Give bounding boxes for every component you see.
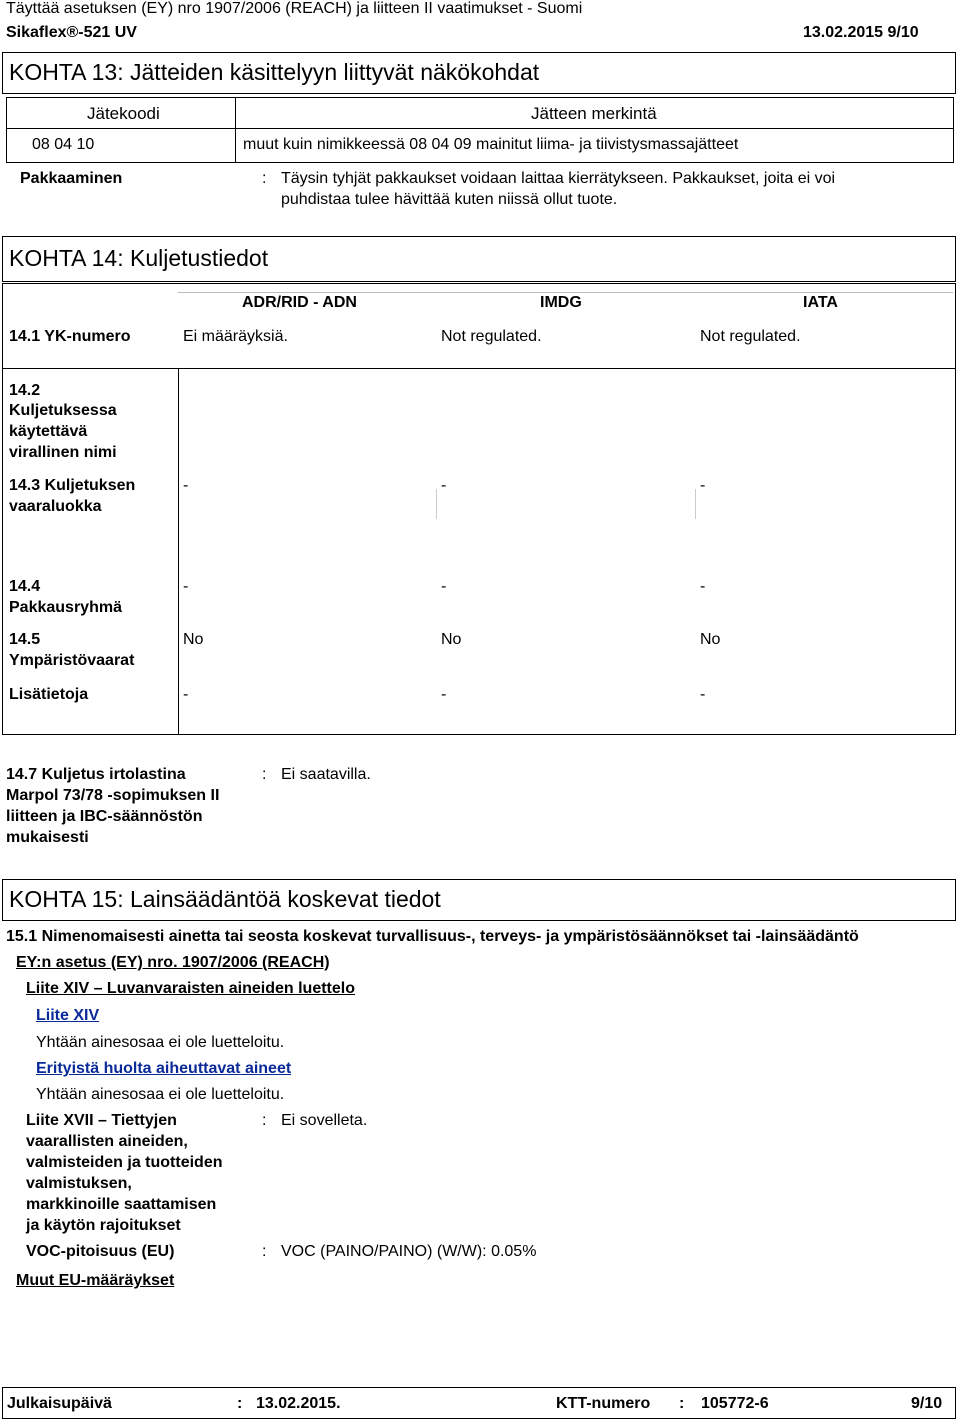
annex-14-heading: Liite XIV – Luvanvaraisten aineiden luettelo [26, 980, 355, 997]
bulk-label-4: mukaisesti [6, 829, 89, 846]
annex-17-label-4: valmistuksen, [26, 1175, 132, 1192]
bulk-label-1: 14.7 Kuljetus irtolastina [6, 766, 186, 783]
environment-label-1: 14.5 [9, 631, 41, 648]
bulk-value: Ei saatavilla. [281, 766, 371, 783]
footer [2, 1387, 956, 1419]
env-iata: No [700, 631, 721, 648]
extra-adr: - [183, 686, 189, 703]
env-imdg: No [441, 631, 462, 648]
packaging-text-line-2: puhdistaa tulee hävittää kuten niissä ollut tuote. [281, 191, 618, 208]
group-adr: - [183, 578, 189, 595]
footer-colon-1: : [237, 1395, 243, 1412]
section-15-header [2, 879, 956, 921]
bulk-colon: : [262, 766, 267, 783]
section-14-title: KOHTA 14: Kuljetustiedot [9, 245, 269, 271]
group-imdg: - [441, 578, 447, 595]
extra-info-label: Lisätietoja [9, 686, 89, 703]
svhc-not-listed: Yhtään ainesosaa ei ole luetteloitu. [36, 1086, 285, 1103]
packing-group-label-2: Pakkausryhmä [9, 599, 122, 616]
annex-17-colon: : [262, 1112, 267, 1129]
annex-17-label-6: ja käytön rajoitukset [26, 1217, 181, 1234]
extra-iata: - [700, 686, 706, 703]
bulk-label-2: Marpol 73/78 -sopimuksen II [6, 787, 220, 804]
annex-14-link[interactable]: Liite XIV [36, 1007, 100, 1024]
annex-17-label-2: vaarallisten aineiden, [26, 1133, 188, 1150]
annex-14-not-listed: Yhtään ainesosaa ei ole luetteloitu. [36, 1034, 285, 1051]
annex-17-label-1: Liite XVII – Tiettyjen [26, 1112, 177, 1129]
waste-label-value: muut kuin nimikkeessä 08 04 09 mainitut liima- ja tiivistysmassajätteet [243, 136, 739, 153]
hazard-class-label-1: 14.3 Kuljetuksen [9, 477, 136, 494]
other-eu-regulations: Muut EU-määräykset [16, 1272, 175, 1289]
extra-imdg: - [441, 686, 447, 703]
section-13-header [2, 52, 956, 94]
section-15-subheading: 15.1 Nimenomaisesti ainetta tai seosta koskevat turvallisuus-, terveys- ja ympäristösäännökset tai -lainsäädäntö [6, 928, 859, 945]
section-15-title: KOHTA 15: Lainsäädäntöä koskevat tiedot [9, 886, 441, 912]
transport-table [2, 283, 956, 735]
waste-code-value: 08 04 10 [32, 136, 95, 153]
section-13-title: KOHTA 13: Jätteiden käsittelyyn liittyvät näkökohdat [9, 59, 540, 85]
svhc-link[interactable]: Erityistä huolta aiheuttavat aineet [36, 1060, 292, 1077]
shipping-name-label-1: 14.2 [9, 382, 41, 399]
class-iata: - [700, 477, 706, 494]
yk-imdg: Not regulated. [441, 328, 542, 345]
hazard-class-label-2: vaaraluokka [9, 498, 102, 515]
waste-label-header: Jätteen merkintä [531, 104, 657, 123]
packaging-label: Pakkaaminen [20, 170, 123, 187]
shipping-name-label-2: Kuljetuksessa [9, 402, 117, 419]
annex-17-label-3: valmisteiden ja tuotteiden [26, 1154, 223, 1171]
yk-label: 14.1 YK-numero [9, 328, 131, 345]
shipping-name-label-4: virallinen nimi [9, 444, 117, 461]
voc-label: VOC-pitoisuus (EU) [26, 1243, 175, 1260]
annex-17-label-5: markkinoille saattamisen [26, 1196, 217, 1213]
env-adr: No [183, 631, 204, 648]
yk-adr: Ei määräyksiä. [183, 328, 288, 345]
footer-page: 9/10 [911, 1395, 943, 1412]
footer-date: 13.02.2015. [256, 1395, 341, 1412]
bulk-label-3: liitteen ja IBC-säännöstön [6, 808, 203, 825]
voc-value: VOC (PAINO/PAINO) (W/W): 0.05% [281, 1243, 537, 1260]
col-adr: ADR/RID - ADN [242, 294, 357, 311]
product-name: Sikaflex®-521 UV [6, 24, 137, 41]
footer-ktt: 105772-6 [701, 1395, 769, 1412]
footer-ktt-label: KTT-numero [556, 1395, 651, 1412]
environment-label-2: Ympäristövaarat [9, 652, 135, 669]
waste-code-table [6, 97, 954, 163]
class-adr: - [183, 477, 189, 494]
reach-regulation: EY:n asetus (EY) nro. 1907/2006 (REACH) [16, 954, 330, 971]
group-iata: - [700, 578, 706, 595]
col-imdg: IMDG [540, 294, 582, 311]
packing-group-label-1: 14.4 [9, 578, 41, 595]
voc-colon: : [262, 1243, 267, 1260]
date-page: 13.02.2015 9/10 [803, 24, 919, 41]
footer-date-label: Julkaisupäivä [7, 1395, 112, 1412]
shipping-name-label-3: käytettävä [9, 423, 88, 440]
waste-code-header: Jätekoodi [87, 104, 160, 123]
yk-iata: Not regulated. [700, 328, 801, 345]
packaging-colon: : [262, 170, 267, 187]
document-title: Täyttää asetuksen (EY) nro 1907/2006 (REACH) ja liitteen II vaatimukset - Suomi [6, 0, 583, 17]
col-iata: IATA [803, 294, 838, 311]
packaging-text-line-1: Täysin tyhjät pakkaukset voidaan laittaa kierrätykseen. Pakkaukset, joita ei voi [281, 170, 836, 187]
class-imdg: - [441, 477, 447, 494]
section-14-header [2, 236, 956, 282]
footer-colon-2: : [679, 1395, 685, 1412]
annex-17-value: Ei sovelleta. [281, 1112, 368, 1129]
